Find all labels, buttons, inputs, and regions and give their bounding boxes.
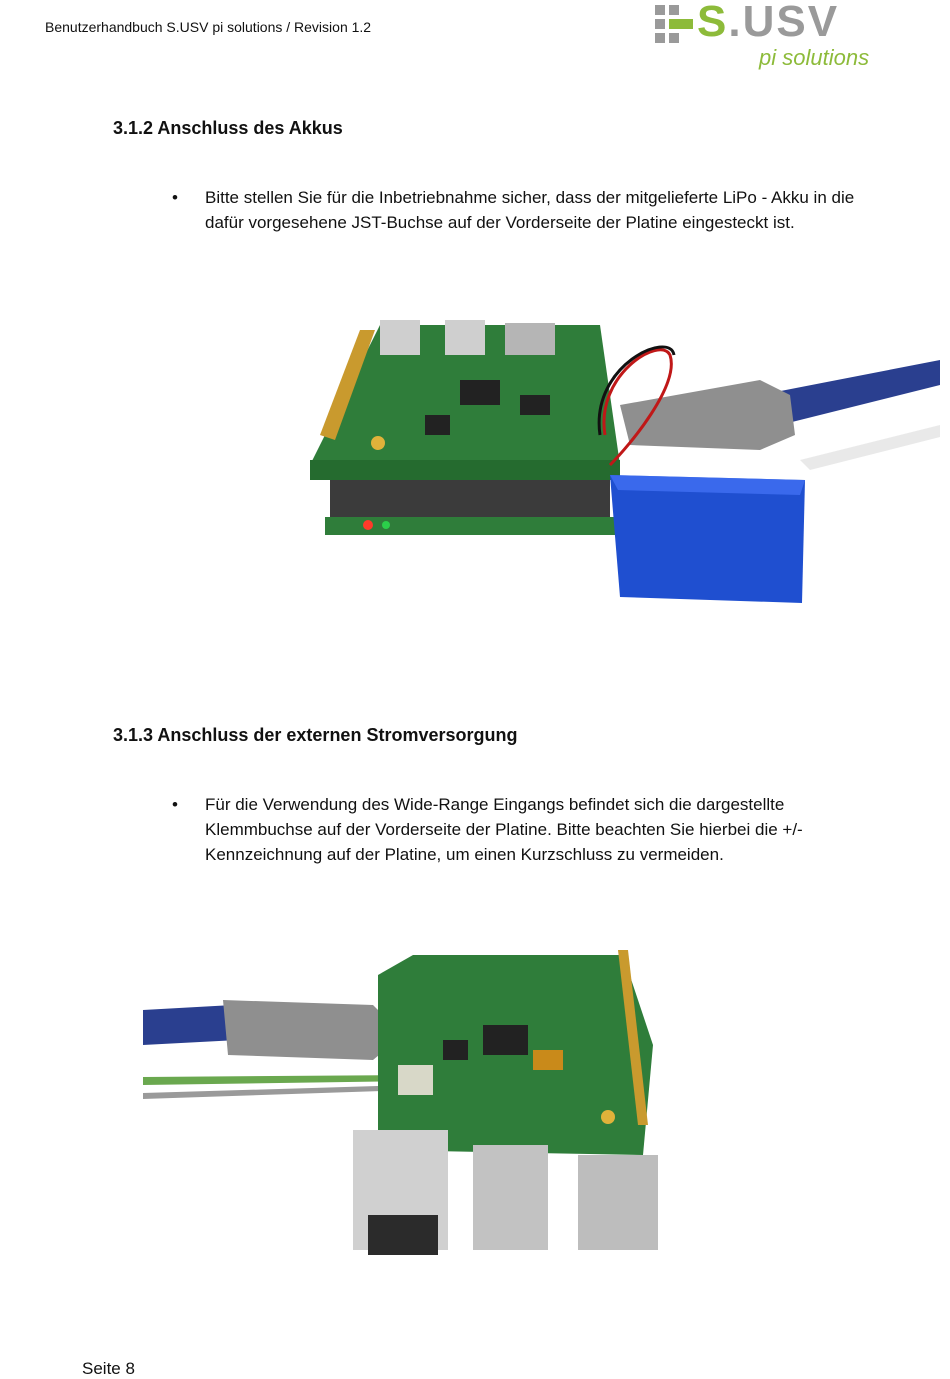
photo-battery-connection: [200, 285, 940, 615]
document-header: Benutzerhandbuch S.USV pi solutions / Revision 1.2: [45, 19, 372, 35]
section-heading-stromversorgung: 3.1.3 Anschluss der externen Stromversorgung: [113, 725, 518, 745]
page-number: Seite 8: [82, 1359, 135, 1378]
bullet-icon: •: [172, 795, 178, 814]
company-logo: [655, 0, 895, 73]
bullet-icon: •: [172, 188, 178, 207]
bullet-text: Für die Verwendung des Wide-Range Eingangs befindet sich die dargestellte Klemmbuchse auf der Vorderseite der Platine. Bitte beachten Sie hierbei die +/- Kennzeichnung auf der Platine, um einen Kurzschluss zu vermeiden.: [205, 795, 803, 864]
logo-wordmark: S.USV: [697, 0, 840, 46]
bullet-text: Bitte stellen Sie für die Inbetriebnahme sicher, dass der mitgelieferte LiPo - Akku in die dafür vorgesehene JST-Buchse auf der Vorderseite der Platine eingesteckt ist.: [205, 188, 855, 232]
logo-tagline: pi solutions: [759, 45, 870, 70]
photo-power-connection: [143, 945, 683, 1270]
logo-mark-icon: [655, 5, 693, 43]
section-heading-akku: 3.1.2 Anschluss des Akkus: [113, 118, 343, 138]
